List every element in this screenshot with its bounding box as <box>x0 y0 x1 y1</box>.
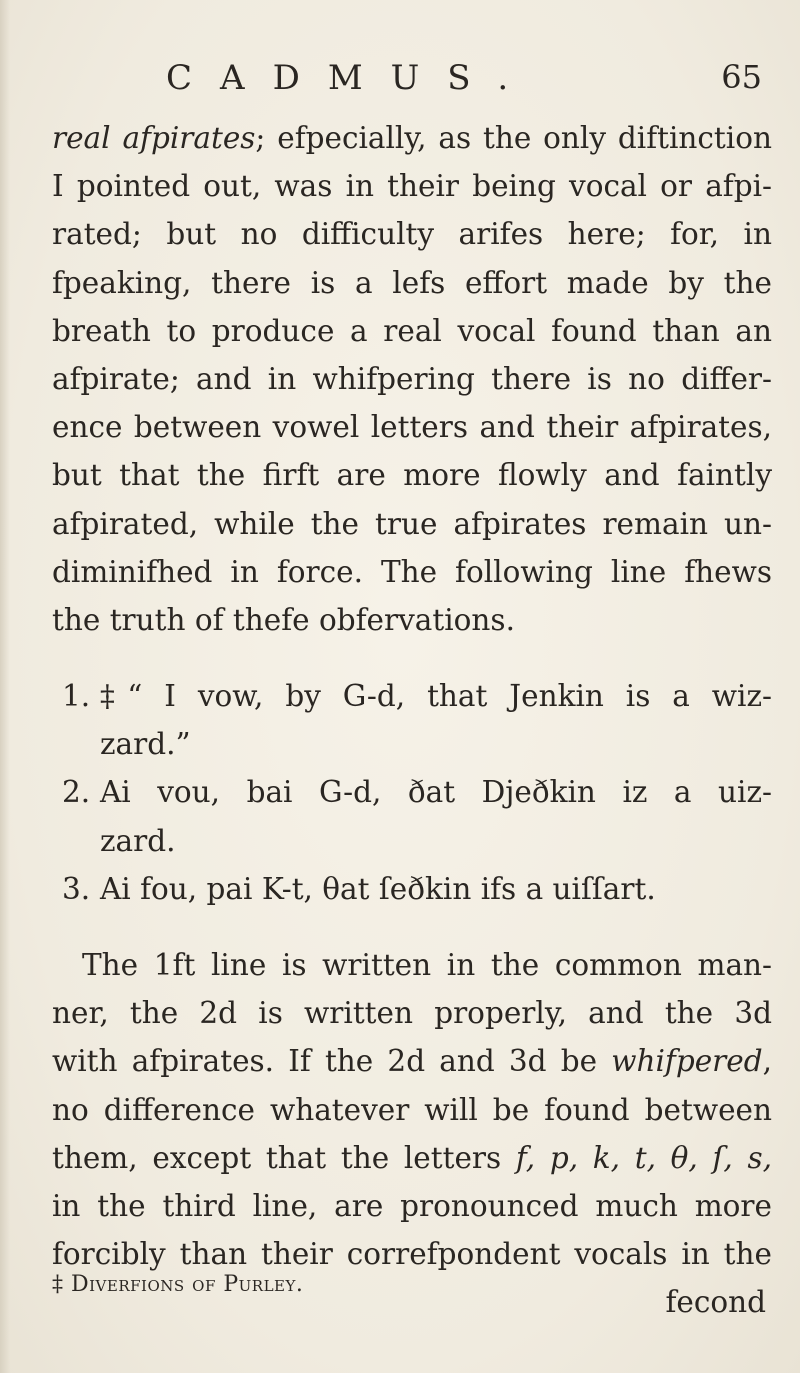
text-line: ence between vowel letters and their afpirates, <box>52 410 772 445</box>
example-number: 3. <box>62 871 91 906</box>
spacer <box>52 644 772 672</box>
text-fragment: them, except that the letters <box>52 1140 516 1175</box>
spacer <box>52 913 772 941</box>
text-line: afpirate; and in whifpering there is no differ- <box>52 361 772 396</box>
example-line-3 <box>52 865 772 913</box>
example-number: 1. <box>62 679 91 714</box>
example-text: ‡“ I vow, by G-d, that Jenkin is a wiz- <box>100 679 772 714</box>
example-text: Ai vou, bai G-d, ðat Djeðkin iz a uiz- <box>100 775 772 810</box>
text-line: ner, the 2d is written properly, and the 3d <box>52 996 772 1031</box>
italic-phrase: real afpirates <box>52 121 256 155</box>
page-number: 65 <box>721 58 762 96</box>
text-line: diminifhed in force. The following line fhews <box>52 554 772 589</box>
text-line: but that the firft are more flowly and faintly <box>52 458 772 493</box>
text-fragment: with afpirates. If the 2d and 3d be <box>52 1044 612 1079</box>
text-fragment: , <box>762 1044 772 1079</box>
example-text: Ai fou, pai K-t, θat ſeðkin ifs a uiſſart. <box>100 871 656 906</box>
text-line <box>52 1134 772 1182</box>
text-line <box>52 1037 772 1085</box>
text-line: I pointed out, was in their being vocal or afpi- <box>52 169 772 204</box>
text-fragment: ; efpecially, as the only diftinction <box>255 121 772 155</box>
example-number: 2. <box>62 775 91 810</box>
text-line: in the third line, are pronounced much more <box>52 1188 772 1223</box>
footnote: ‡ Diverfions of Purley. <box>52 1272 304 1297</box>
text-line: breath to produce a real vocal found than an <box>52 313 772 348</box>
text-line: rated; but no difficulty arifes here; for, in <box>52 217 772 252</box>
running-head: CADMUS. <box>166 58 537 98</box>
text-line <box>52 114 772 162</box>
text-line: afpirated, while the true afpirates remain un- <box>52 506 772 541</box>
example-line-2 <box>52 768 772 816</box>
example-continuation: zard.” <box>100 727 191 762</box>
example-continuation: zard. <box>100 823 176 858</box>
text-line: fpeaking, there is a lefs effort made by the <box>52 265 772 300</box>
text-line: no difference whatever will be found between <box>52 1092 772 1127</box>
body-text <box>52 114 772 1318</box>
gutter-shadow <box>0 0 10 1373</box>
italic-letters: f, p, k, t, θ, ſ, s, <box>515 1140 772 1175</box>
italic-word: whifpered <box>611 1044 763 1079</box>
page-header <box>0 58 800 108</box>
text-line: the truth of thefe obfervations. <box>52 602 515 637</box>
text-line: forcibly than their correfpondent vocals in the <box>52 1237 772 1272</box>
catchword: fecond <box>665 1285 766 1320</box>
example-line-1 <box>52 672 772 720</box>
text-line: The 1ft line is written in the common man- <box>82 948 772 982</box>
